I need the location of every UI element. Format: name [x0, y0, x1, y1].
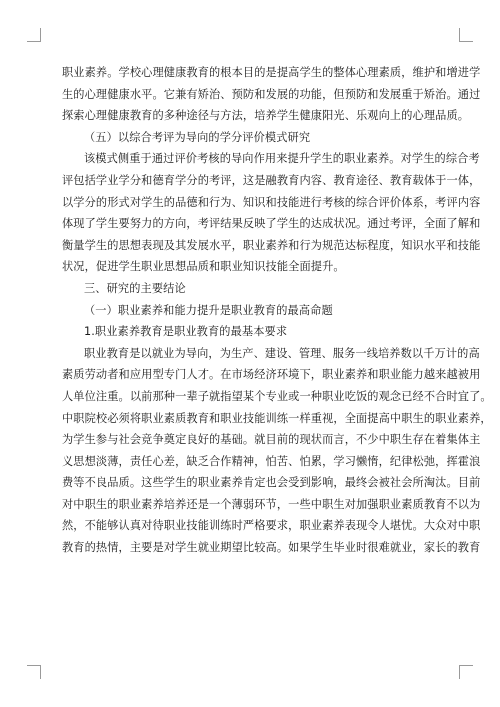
text-line: 体现了学生要努力的方向，考评结果反映了学生的达成状况。通过考评，全面了解和 [62, 217, 481, 231]
crop-mark-top-left [27, 41, 41, 42]
crop-mark-bottom-left [27, 665, 41, 666]
crop-mark-top-right [459, 41, 473, 42]
text-line: 1.职业素养教育是职业教育的最基本要求 [84, 325, 288, 339]
text-line: 教育的热情，主要是对学生就业期望比较高。如果学生毕业时很难就业，家长的教育 [62, 541, 481, 555]
text-line: 三、研究的主要结论 [84, 281, 186, 295]
crop-mark-bottom-right [459, 665, 473, 666]
crop-mark-top-left [40, 28, 41, 42]
text-line: （五）以综合考评为导向的学分评价模式研究 [84, 130, 311, 144]
text-line: 然，不能够认真对待职业技能训练时严格要求，职业素养表现令人堪忧。大众对中职 [62, 519, 481, 533]
text-line: 探索心理健康教育的多种途径与方法，培养学生健康阳光、乐观向上的心理品质。 [62, 109, 470, 123]
text-line: 人单位注重。以前那种一辈子就指望某个专业或一种职业吃饭的观念已经不合时宜了。 [62, 389, 492, 403]
text-line: 义思想淡薄，责任心差，缺乏合作精神，怕苦、怕累，学习懒惰，纪律松弛，挥霍浪 [62, 454, 481, 468]
crop-mark-top-right [459, 28, 460, 42]
text-line: 费等不良品质。这些学生的职业素养肯定也会受到影响，最终会被社会所淘汰。目前 [62, 476, 481, 490]
text-line: 素质劳动者和应用型专门人才。在市场经济环境下，职业素养和职业能力越来越被用 [62, 368, 481, 382]
crop-mark-bottom-left [40, 665, 41, 679]
text-line: 生的心理健康水平。它兼有矫治、预防和发展的功能，但预防和发展重于矫治。通过 [62, 87, 481, 101]
text-line: （一）职业素养和能力提升是职业教育的最高命题 [84, 303, 333, 317]
text-line: 为学生参与社会竞争奠定良好的基础。就目前的现状而言，不少中职生存在着集体主 [62, 433, 481, 447]
text-line: 中职院校必须将职业素质教育和职业技能训练一样重视，全面提高中职生的职业素养， [62, 411, 492, 425]
text-line: 评包括学业学分和德育学分的考评，这是融教育内容、教育途径、教育载体于一体， [62, 173, 481, 187]
crop-mark-bottom-right [459, 665, 460, 679]
text-line: 衡量学生的思想表现及其发展水平，职业素养和行为规范达标程度，知识水平和技能 [62, 238, 481, 252]
text-line: 以学分的形式对学生的品德和行为、知识和技能进行考核的综合评价体系，考评内容 [62, 195, 481, 209]
text-line: 职业素养。学校心理健康教育的根本目的是提高学生的整体心理素质，维护和增进学 [62, 66, 481, 79]
text-line: 状况，促进学生职业思想品质和职业知识技能全面提升。 [62, 260, 345, 274]
text-line: 对中职生的职业素养培养还是一个薄弱环节，一些中职生对加强职业素质教育不以为 [62, 497, 481, 511]
document-body [62, 62, 492, 559]
text-line: 职业教育是以就业为导向，为生产、建设、管理、服务一线培养数以千万计的高 [84, 346, 480, 360]
text-line: 该模式侧重于通过评价考核的导向作用来提升学生的职业素养。对学生的综合考 [84, 152, 480, 166]
